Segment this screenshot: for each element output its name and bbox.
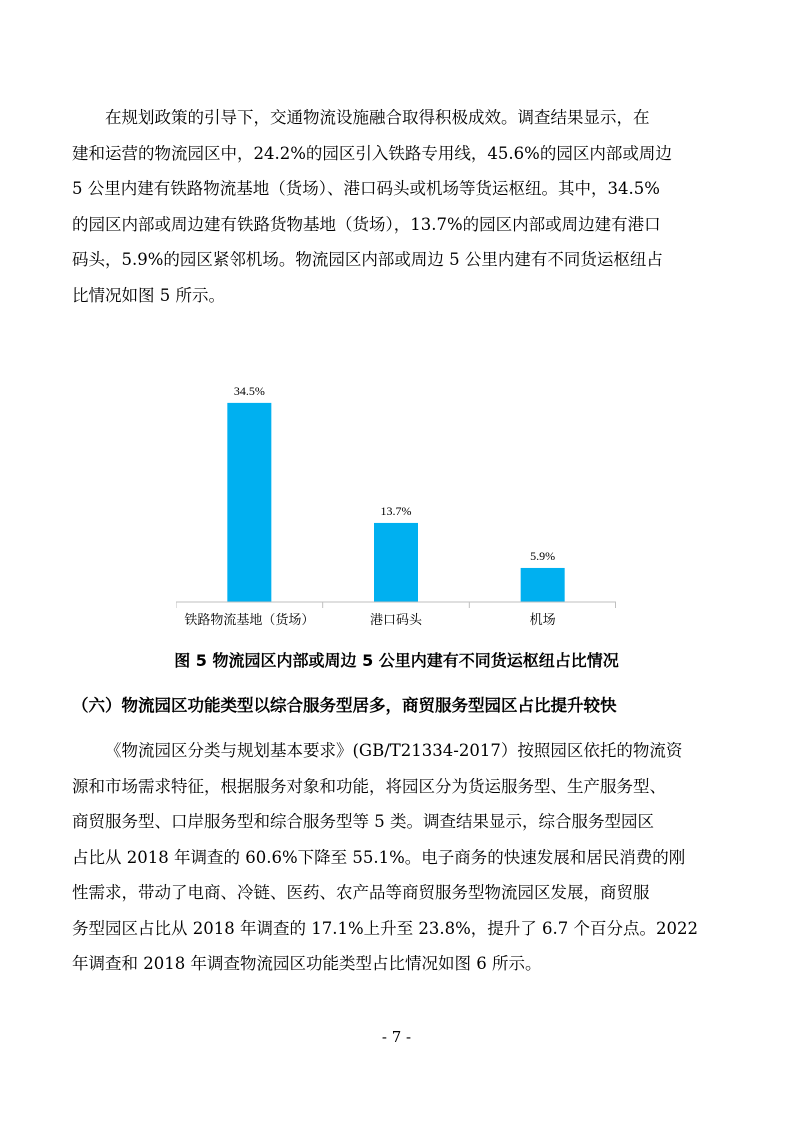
paragraph-park-function-types — [72, 733, 722, 982]
text-line: 比情况如图 5 所示。 — [72, 285, 225, 305]
text-line: 性需求，带动了电商、冷链、医药、农产品等商贸服务型物流园区发展，商贸服 — [72, 883, 650, 902]
text-line: 年调查和 2018 年调查物流园区功能类型占比情况如图 6 所示。 — [72, 954, 542, 973]
chart-category-label: 港口码头 — [369, 613, 423, 628]
chart-bar — [521, 568, 565, 602]
text-line: 5 公里内建有铁路物流基地（货场）、港口码头或机场等货运枢纽。其中，34.5% — [72, 179, 660, 198]
chart-data-label: 34.5% — [233, 383, 265, 398]
chart-bar — [227, 403, 271, 602]
text-line: 《物流园区分类与规划基本要求》(GB/T21334-2017）按照园区依托的物流资 — [105, 741, 683, 760]
text-line: 建和运营的物流园区中，24.2%的园区引入铁路专用线，45.6%的园区内部或周边 — [72, 143, 672, 163]
text-line: 占比从 2018 年调查的 60.6%下降至 55.1%。电子商务的快速发展和居民消费的刚 — [72, 847, 686, 867]
chart-data-label: 13.7% — [380, 503, 412, 518]
text-line: 在规划政策的引导下，交通物流设施融合取得积极成效。调查结果显示，在 — [105, 108, 650, 127]
text-line: 码头，5.9%的园区紧邻机场。物流园区内部或周边 5 公里内建有不同货运枢纽占 — [72, 250, 663, 269]
section-heading: （六）物流园区功能类型以综合服务型居多，商贸服务型园区占比提升较快 — [72, 696, 617, 715]
bar-chart-figure-5 — [176, 370, 616, 640]
page-number: - 7 - — [381, 1028, 412, 1046]
figure-caption: 图 5 物流园区内部或周边 5 公里内建有不同货运枢纽占比情况 — [174, 651, 619, 670]
text-line: 源和市场需求特征，根据服务对象和功能，将园区分为货运服务型、生产服务型、 — [72, 776, 666, 796]
chart-bar — [374, 523, 418, 602]
chart-category-label: 铁路物流基地（货场） — [184, 613, 315, 628]
text-line: 务型园区占比从 2018 年调查的 17.1%上升至 23.8%，提升了 6.7 个百分点。2022 — [72, 918, 699, 938]
chart-data-label: 5.9% — [530, 548, 556, 563]
paragraph-transport-integration — [72, 100, 722, 313]
chart-category-label: 机场 — [529, 613, 556, 628]
text-line: 商贸服务型、口岸服务型和综合服务型等 5 类。调查结果显示，综合服务型园区 — [72, 812, 654, 831]
text-line: 的园区内部或周边建有铁路货物基地（货场），13.7%的园区内部或周边建有港口 — [72, 214, 661, 234]
